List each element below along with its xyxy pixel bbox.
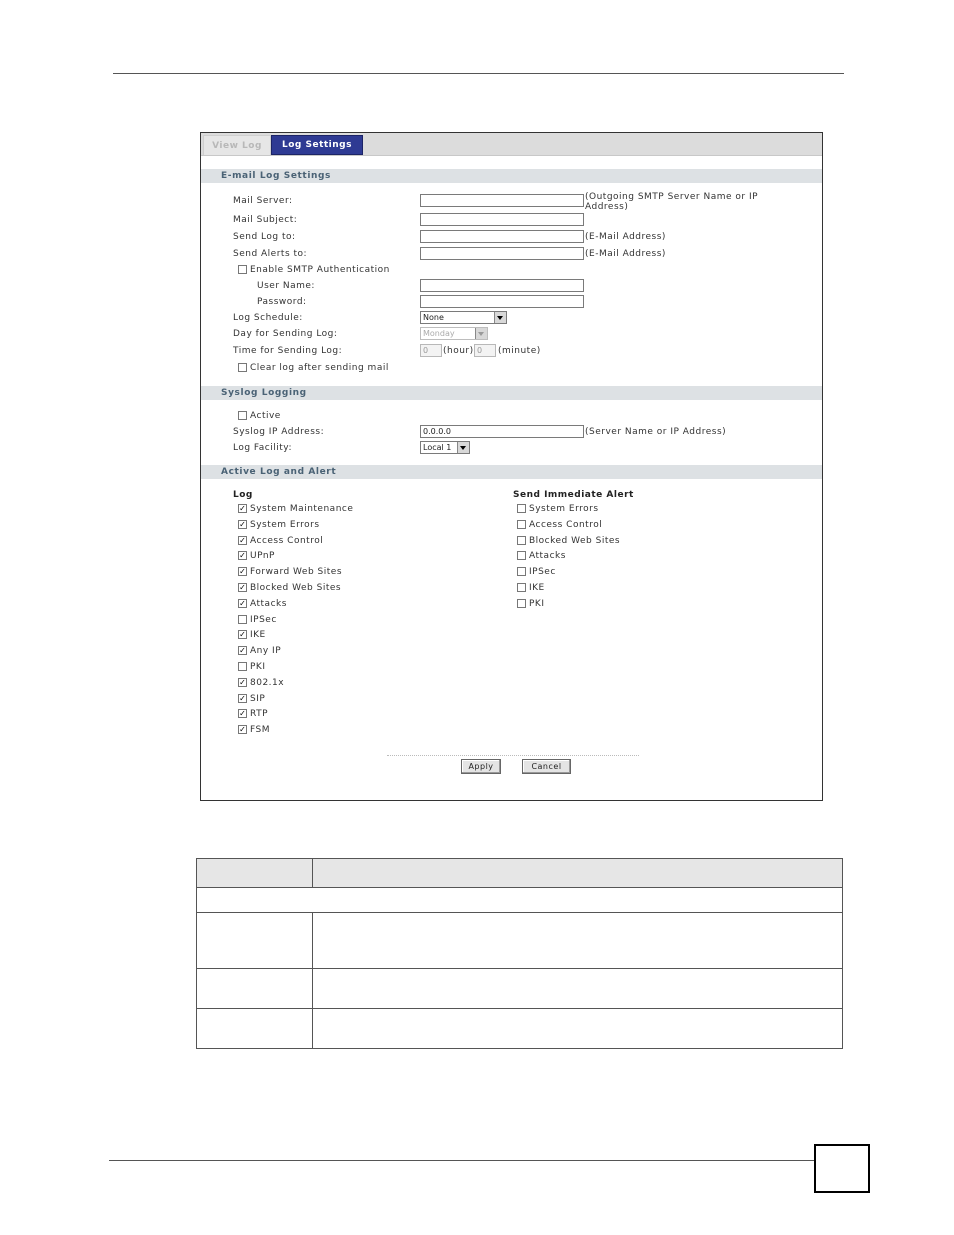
- tab-log-settings[interactable]: Log Settings: [271, 135, 363, 155]
- send-log-to-input[interactable]: [420, 230, 584, 243]
- tab-view-log[interactable]: View Log: [203, 135, 271, 155]
- table-cell: [197, 1009, 313, 1049]
- send-log-to-label: Send Log to:: [233, 232, 296, 242]
- description-table: [196, 858, 843, 1049]
- alert-item-label: Attacks: [529, 551, 566, 562]
- chevron-down-icon: [475, 328, 487, 339]
- send-alerts-to-hint: (E-Mail Address): [585, 249, 666, 259]
- user-name-input[interactable]: [420, 279, 584, 292]
- log-facility-select[interactable]: [420, 441, 470, 454]
- table-row: [197, 969, 843, 1009]
- log-item-checkbox[interactable]: ✓: [239, 535, 246, 545]
- alert-item-checkbox[interactable]: [517, 583, 526, 592]
- table-cell: [197, 969, 313, 1009]
- table-cell: [313, 969, 843, 1009]
- log-heading: Log: [233, 490, 253, 500]
- day-for-sending-select[interactable]: [420, 327, 488, 340]
- log-item-checkbox[interactable]: ✓: [239, 630, 246, 640]
- log-schedule-value: None: [423, 313, 444, 322]
- password-input[interactable]: [420, 295, 584, 308]
- log-item-checkbox[interactable]: ✓: [239, 583, 246, 592]
- table-cell: [313, 913, 843, 969]
- log-schedule-label: Log Schedule:: [233, 313, 303, 323]
- mail-subject-label: Mail Subject:: [233, 215, 298, 225]
- footer-rule: [109, 1160, 814, 1161]
- table-header-row: [197, 859, 843, 888]
- table-cell: [197, 888, 843, 913]
- log-item-checkbox[interactable]: ✓: [239, 519, 246, 529]
- log-item-checkbox[interactable]: [238, 662, 247, 671]
- log-item-label: System Maintenance: [250, 504, 354, 514]
- alert-item-checkbox[interactable]: [517, 504, 526, 513]
- log-item-label: Any IP: [250, 646, 282, 657]
- alert-item-checkbox[interactable]: [517, 520, 526, 529]
- syslog-ip-input[interactable]: [420, 425, 584, 438]
- alert-item-label: Access Control: [529, 519, 603, 530]
- log-facility-value: Local 1: [423, 443, 452, 452]
- log-item-checkbox[interactable]: ✓: [239, 598, 246, 608]
- syslog-ip-label: Syslog IP Address:: [233, 427, 325, 437]
- tab-bar: [201, 133, 822, 156]
- time-for-sending-label: Time for Sending Log:: [233, 346, 343, 356]
- send-alerts-to-label: Send Alerts to:: [233, 249, 308, 259]
- log-item-label: 802.1x: [250, 677, 285, 688]
- mail-server-hint: [585, 192, 758, 212]
- alert-item-checkbox[interactable]: [517, 551, 526, 560]
- section-email-log-settings: E-mail Log Settings: [201, 169, 822, 183]
- cancel-button[interactable]: Cancel: [522, 759, 571, 774]
- alert-item-label: PKI: [529, 598, 545, 609]
- log-item-label: System Errors: [250, 519, 320, 530]
- chevron-down-icon: [494, 312, 506, 323]
- clear-log-label: Clear log after sending mail: [250, 363, 389, 373]
- hour-input[interactable]: [420, 344, 442, 357]
- log-item-checkbox[interactable]: ✓: [239, 677, 246, 687]
- minute-unit-label: (minute): [498, 346, 541, 356]
- log-item-checkbox[interactable]: ✓: [239, 725, 246, 735]
- day-for-sending-label: Day for Sending Log:: [233, 329, 338, 339]
- section-syslog-logging: Syslog Logging: [201, 386, 822, 400]
- log-item-checkbox[interactable]: ✓: [239, 709, 246, 719]
- log-item-label: Blocked Web Sites: [250, 583, 342, 593]
- log-item-label: SIP: [250, 693, 266, 704]
- log-item-label: Forward Web Sites: [250, 567, 343, 578]
- table-cell: [197, 913, 313, 969]
- smtp-auth-checkbox[interactable]: [238, 265, 247, 274]
- log-settings-panel: [200, 132, 823, 801]
- log-item-label: IKE: [250, 630, 266, 641]
- button-divider: [387, 755, 639, 756]
- log-item-checkbox[interactable]: ✓: [239, 504, 246, 513]
- table-header-cell: [313, 859, 843, 888]
- alert-item-checkbox[interactable]: [517, 567, 526, 576]
- mail-server-hint-line2: Address): [585, 202, 629, 212]
- smtp-auth-label: Enable SMTP Authentication: [250, 265, 390, 275]
- log-item-checkbox[interactable]: ✓: [239, 693, 246, 703]
- log-item-checkbox[interactable]: ✓: [239, 646, 246, 656]
- log-item-label: RTP: [250, 709, 269, 720]
- table-cell: [313, 1009, 843, 1049]
- mail-server-hint-line1: (Outgoing SMTP Server Name or IP: [585, 192, 759, 202]
- mail-server-label: Mail Server:: [233, 196, 293, 206]
- alert-item-label: IKE: [529, 583, 545, 593]
- log-item-label: FSM: [250, 725, 270, 736]
- mail-subject-input[interactable]: [420, 213, 584, 226]
- log-item-label: UPnP: [250, 551, 275, 562]
- user-name-label: User Name:: [257, 281, 315, 291]
- hour-unit-label: (hour): [443, 346, 474, 356]
- table-row: [197, 888, 843, 913]
- syslog-ip-hint: (Server Name or IP Address): [585, 427, 727, 437]
- alert-heading: Send Immediate Alert: [513, 490, 634, 500]
- log-item-checkbox[interactable]: [238, 615, 247, 624]
- log-item-label: PKI: [250, 662, 266, 672]
- syslog-active-label: Active: [250, 411, 281, 421]
- alert-item-label: System Errors: [529, 504, 599, 514]
- log-facility-label: Log Facility:: [233, 443, 292, 453]
- send-log-to-hint: (E-Mail Address): [585, 232, 666, 242]
- header-rule: [113, 73, 844, 74]
- log-item-checkbox[interactable]: ✓: [239, 551, 246, 561]
- minute-input[interactable]: [474, 344, 496, 357]
- day-for-sending-value: Monday: [423, 329, 455, 338]
- log-item-label: Attacks: [250, 598, 287, 609]
- alert-item-checkbox[interactable]: [517, 536, 526, 545]
- mail-server-input[interactable]: [420, 194, 584, 207]
- password-label: Password:: [257, 297, 307, 307]
- section-active-log-and-alert: Active Log and Alert: [201, 465, 822, 479]
- log-schedule-select[interactable]: [420, 311, 507, 324]
- chevron-down-icon: [457, 442, 469, 453]
- page-number-box: [814, 1144, 870, 1193]
- alert-item-label: IPSec: [529, 567, 556, 578]
- table-row: [197, 1009, 843, 1049]
- log-item-label: Access Control: [250, 535, 324, 546]
- alert-item-label: Blocked Web Sites: [529, 535, 621, 546]
- syslog-active-checkbox[interactable]: [238, 411, 247, 420]
- log-item-label: IPSec: [250, 614, 277, 625]
- alert-item-checkbox[interactable]: [517, 599, 526, 608]
- log-item-checkbox[interactable]: ✓: [239, 567, 246, 577]
- table-header-cell: [197, 859, 313, 888]
- send-alerts-to-input[interactable]: [420, 247, 584, 260]
- clear-log-checkbox[interactable]: [238, 363, 247, 372]
- table-row: [197, 913, 843, 969]
- apply-button[interactable]: Apply: [461, 759, 501, 774]
